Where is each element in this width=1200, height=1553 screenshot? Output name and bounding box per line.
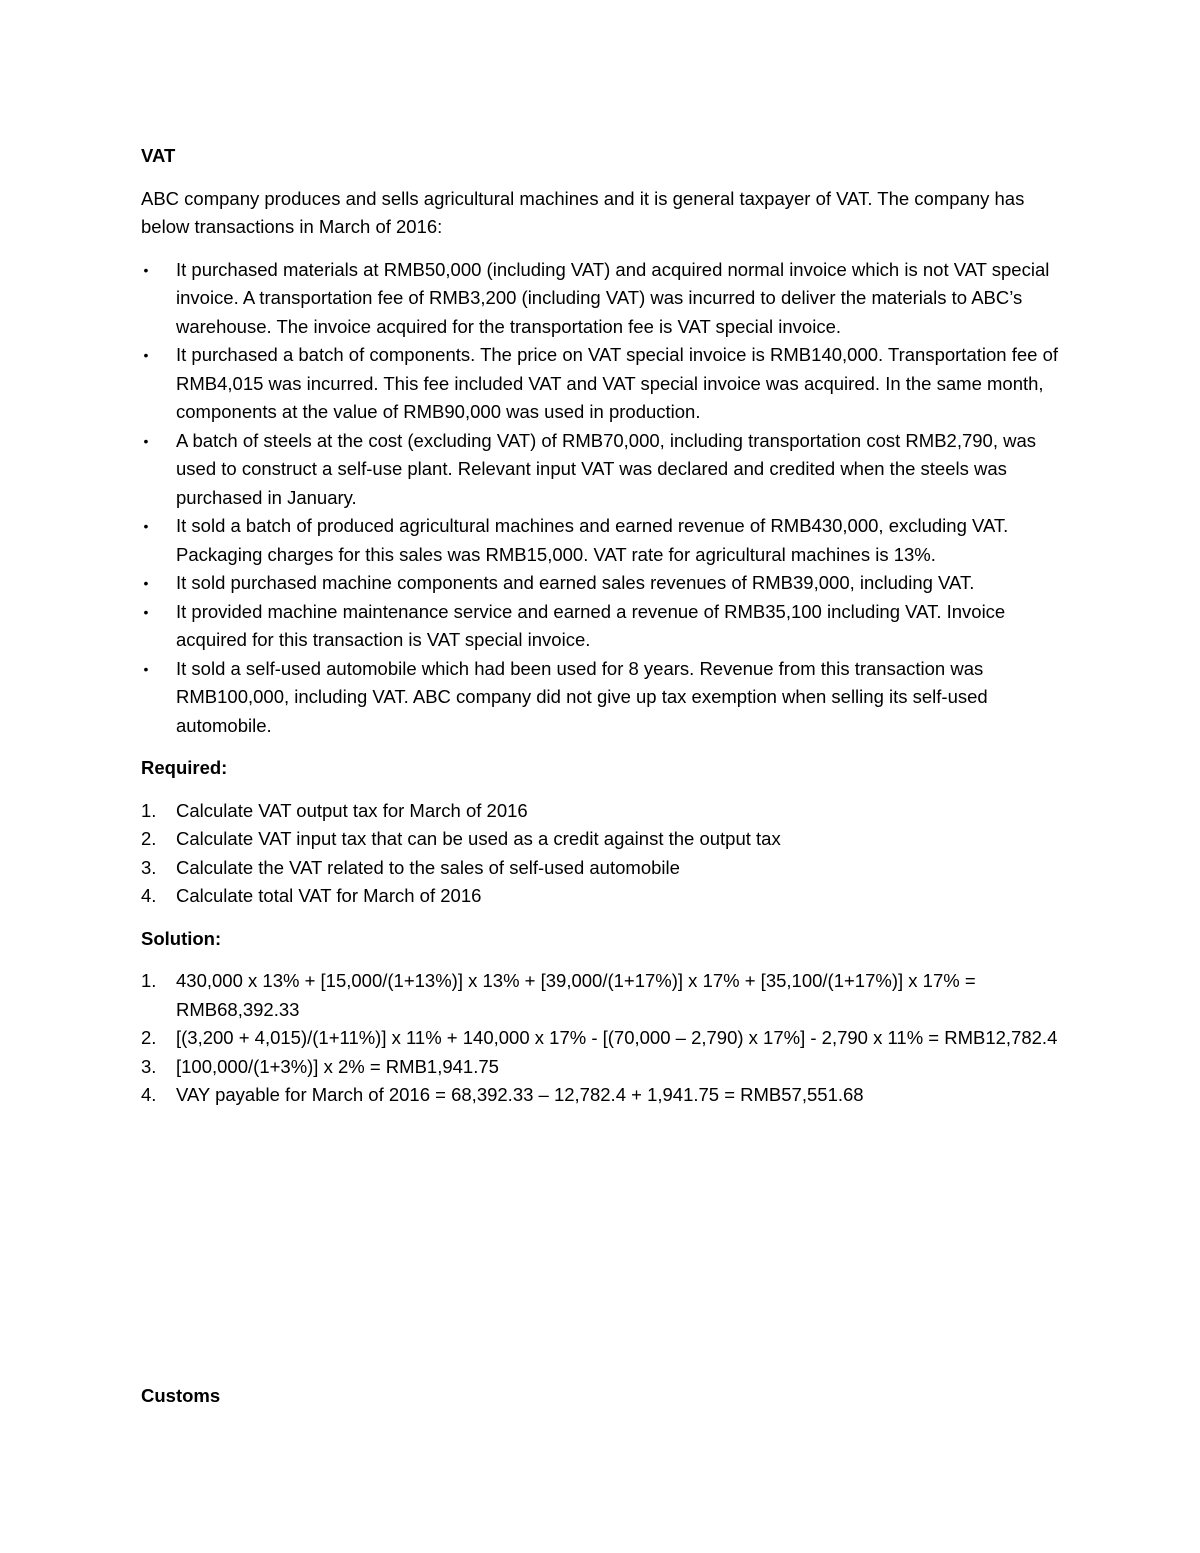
required-text: Calculate VAT input tax that can be used as a credit against the output tax [176, 828, 781, 849]
list-item [141, 341, 1071, 427]
list-item [141, 427, 1071, 513]
document-content [141, 142, 1071, 1110]
item-number: 2. [141, 1027, 157, 1048]
transaction-text: It sold purchased machine components and earned sales revenues of RMB39,000, including VAT. [176, 572, 975, 593]
list-item [141, 256, 1071, 342]
transaction-text: A batch of steels at the cost (excluding VAT) of RMB70,000, including transportation cost RMB2,790, was used to construct a self-use plant. Relevant input VAT was declared and credited when the steels was purchased in January. [176, 429, 1037, 508]
bullet-icon: • [143, 347, 149, 363]
section-title-vat: VAT [141, 145, 176, 166]
required-list [141, 797, 1071, 911]
list-item [141, 882, 1071, 911]
list-item [141, 1081, 1071, 1110]
required-text: Calculate VAT output tax for March of 2016 [176, 799, 528, 821]
list-item [141, 797, 1071, 826]
item-number: 3. [141, 856, 157, 878]
section-title-customs: Customs [141, 1385, 221, 1406]
solution-heading: Solution: [141, 927, 222, 949]
solution-text: [(3,200 + 4,015)/(1+11%)] x 11% + 140,000 x 17% - [(70,000 – 2,790) x 17%] - 2,790 x 11% = RMB12,782.4 [176, 1027, 1058, 1048]
bullet-icon: • [143, 575, 149, 591]
list-item [141, 655, 1071, 741]
list-item [141, 1024, 1071, 1053]
bullet-icon: • [143, 518, 149, 534]
list-item [141, 854, 1071, 883]
solution-text: VAY payable for March of 2016 = 68,392.33 – 12,782.4 + 1,941.75 = RMB57,551.68 [176, 1084, 864, 1105]
list-item [141, 967, 1071, 1024]
item-number: 3. [141, 1055, 157, 1077]
bullet-icon: • [143, 432, 149, 449]
solution-text: [100,000/(1+3%)] x 2% = RMB1,941.75 [176, 1055, 499, 1077]
bullet-icon: • [143, 261, 149, 278]
item-number: 1. [141, 799, 157, 821]
item-number: 4. [141, 885, 157, 906]
transaction-text: It sold a self-used automobile which had been used for 8 years. Revenue from this transaction was RMB100,000, including VAT. ABC company did not give up tax exemption when selling its self-used automobile. [176, 657, 988, 736]
transaction-text: It purchased a batch of components. The price on VAT special invoice is RMB140,000. Transportation fee of RMB4,015 was incurred. This fee included VAT and VAT special invoice was acquired. In the same month, components at the value of RMB90,000 was used in production. [176, 344, 1058, 422]
required-text: Calculate total VAT for March of 2016 [176, 885, 482, 906]
list-item [141, 598, 1071, 655]
transactions-list [141, 256, 1071, 741]
required-heading: Required: [141, 757, 228, 778]
transaction-text: It purchased materials at RMB50,000 (including VAT) and acquired normal invoice which is not VAT special invoice. A transportation fee of RMB3,200 (including VAT) was incurred to deliver the materials to ABC’s warehouse. The invoice acquired for the transportation fee is VAT special invoice. [176, 258, 1050, 337]
bullet-icon: • [143, 660, 149, 677]
item-number: 2. [141, 828, 157, 849]
solution-text: 430,000 x 13% + [15,000/(1+13%)] x 13% + [39,000/(1+17%)] x 17% + [35,100/(1+17%)] x 17% = RMB68,392.33 [176, 970, 976, 1020]
required-text: Calculate the VAT related to the sales of self-used automobile [176, 856, 680, 878]
intro-paragraph: ABC company produces and sells agricultural machines and it is general taxpayer of VAT. The company has below transactions in March of 2016: [141, 187, 1025, 237]
transaction-text: It provided machine maintenance service and earned a revenue of RMB35,100 including VAT. Invoice acquired for this transaction is VAT special invoice. [176, 600, 1006, 650]
solution-list [141, 967, 1071, 1110]
list-item [141, 1053, 1071, 1082]
list-item [141, 825, 1071, 854]
item-number: 4. [141, 1084, 157, 1105]
list-item [141, 569, 1071, 598]
bullet-icon: • [143, 603, 149, 620]
list-item [141, 512, 1071, 569]
item-number: 1. [141, 970, 157, 991]
transaction-text: It sold a batch of produced agricultural machines and earned revenue of RMB430,000, excluding VAT. Packaging charges for this sales was RMB15,000. VAT rate for agricultural machines is 13%. [176, 515, 1009, 565]
